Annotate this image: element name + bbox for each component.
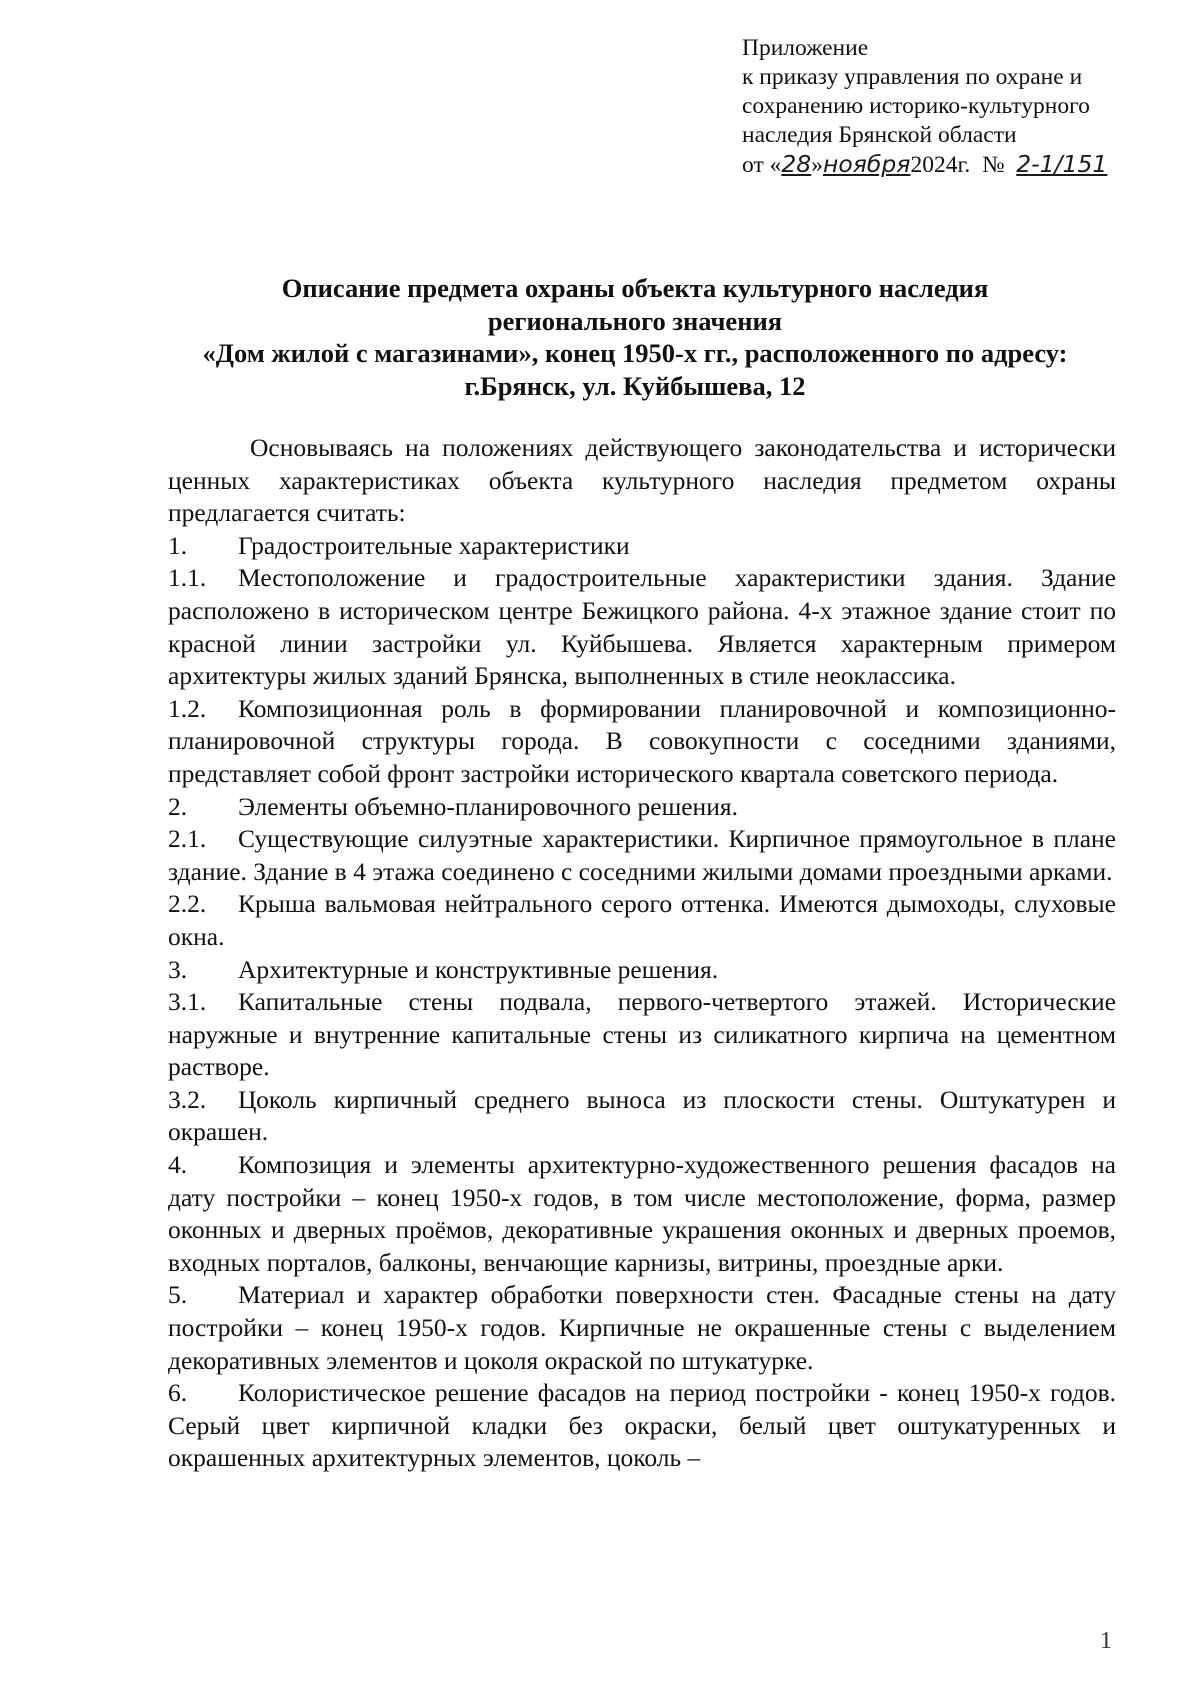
item-number: 3.2. xyxy=(168,1084,207,1114)
date-year: 2024г. xyxy=(910,152,971,178)
item-text: Градостроительные характеристики xyxy=(238,530,630,560)
title-line: г.Брянск, ул. Куйбышева, 12 xyxy=(464,370,806,401)
date-prefix: от « xyxy=(742,152,782,178)
appendix-header xyxy=(742,34,1107,180)
item-number: 1.1. xyxy=(168,563,207,593)
item-text: Крыша вальмовая нейтрального серого оттенка. Имеются дымоходы, слуховые окна. xyxy=(168,889,1116,951)
item-text: Капитальные стены подвала, первого-четвертого этажей. Исторические наружные и внутренние капитальные стены из силикатного кирпича на цементном растворе. xyxy=(168,987,1116,1082)
item-text: Архитектурные и конструктивные решения. xyxy=(238,954,719,984)
list-item xyxy=(168,791,1116,824)
item-number: 3. xyxy=(168,954,188,984)
item-text: Материал и характер обработки поверхности стен. Фасадные стены на дату постройки – конец 1950-х годов. Кирпичные не окрашенные стены с выделением декоративных элементов и цоколя окраской по штукатурке. xyxy=(168,1280,1116,1375)
item-number: 2. xyxy=(168,791,188,821)
page-number: 1 xyxy=(1100,1628,1112,1654)
list-item xyxy=(168,693,1116,791)
intro-paragraph: Основываясь на положениях действующего законодательства и исторически ценных характеристиках объекта культурного наследия предметом охраны предлагается считать: xyxy=(168,433,1116,528)
list-item xyxy=(168,888,1116,953)
item-number: 1. xyxy=(168,530,188,560)
item-text: Элементы объемно-планировочного решения. xyxy=(238,791,738,821)
document-title xyxy=(150,272,1120,402)
document-body xyxy=(168,432,1116,1475)
item-number: 2.1. xyxy=(168,824,207,854)
title-line: «Дом жилой с магазинами», конец 1950-х гг., расположенного по адресу: xyxy=(202,338,1068,368)
handwritten-order-number: 2-1/151 xyxy=(1016,150,1108,178)
number-prefix: № xyxy=(982,152,1005,178)
item-text: Композиционная роль в формировании планировочной и композиционно-планировочной структуры города. В совокупности с соседними зданиями, представляет собой фронт застройки исторического квартала советского периода. xyxy=(168,693,1116,788)
list-item xyxy=(168,954,1116,987)
item-text: Композиция и элементы архитектурно-художественного решения фасадов на дату постройки – конец 1950-х годов, в том числе местоположение, форма, размер оконных и дверных проёмов, декоративные украшения оконных и дверных проемов, входных порталов, балконы, венчающие карнизы, витрины, проездные арки. xyxy=(168,1150,1116,1277)
list-item xyxy=(168,530,1116,563)
appendix-line: наследия Брянской области xyxy=(742,122,1017,148)
item-number: 6. xyxy=(168,1378,188,1408)
item-text: Местоположение и градостроительные характеристики здания. Здание расположено в историческом центре Бежицкого района. 4-х этажное здание стоит по красной линии застройки ул. Куйбышева. Является характерным примером архитектуры жилых зданий Брянска, выполненных в стиле неоклассика. xyxy=(168,563,1116,691)
appendix-line: сохранению историко-культурного xyxy=(742,93,1090,119)
order-date-number-line xyxy=(742,150,1107,180)
list-item xyxy=(168,986,1116,1084)
title-line: Описание предмета охраны объекта культурного наследия xyxy=(281,273,989,303)
item-number: 3.1. xyxy=(168,987,207,1017)
list-item xyxy=(168,1149,1116,1279)
handwritten-month: ноября xyxy=(823,150,911,178)
item-number: 2.2. xyxy=(168,889,207,919)
date-mid: » xyxy=(811,152,823,178)
list-item xyxy=(168,823,1116,888)
list-item xyxy=(168,562,1116,692)
item-text: Цоколь кирпичный среднего выноса из плоскости стены. Оштукатурен и окрашен. xyxy=(168,1084,1116,1147)
list-item xyxy=(168,1084,1116,1149)
handwritten-day: 28 xyxy=(781,150,812,178)
appendix-line: к приказу управления по охране и xyxy=(742,64,1083,90)
item-number: 5. xyxy=(168,1280,188,1310)
item-number: 1.2. xyxy=(168,693,207,723)
item-number: 4. xyxy=(168,1150,188,1180)
title-line: регионального значения xyxy=(487,305,783,336)
list-item xyxy=(168,1279,1116,1377)
item-text: Существующие силуэтные характеристики. Кирпичное прямоугольное в плане здание. Здание в 4 этажа соединено с соседними жилыми домами проездными арками. xyxy=(168,824,1116,886)
appendix-line: Приложение xyxy=(742,35,869,61)
item-text: Колористическое решение фасадов на период постройки - конец 1950-х годов. Серый цвет кирпичной кладки без окраски, белый цвет оштукатуренных и окрашенных архитектурных элементов, цоколь – xyxy=(168,1378,1116,1473)
list-item xyxy=(168,1377,1116,1475)
